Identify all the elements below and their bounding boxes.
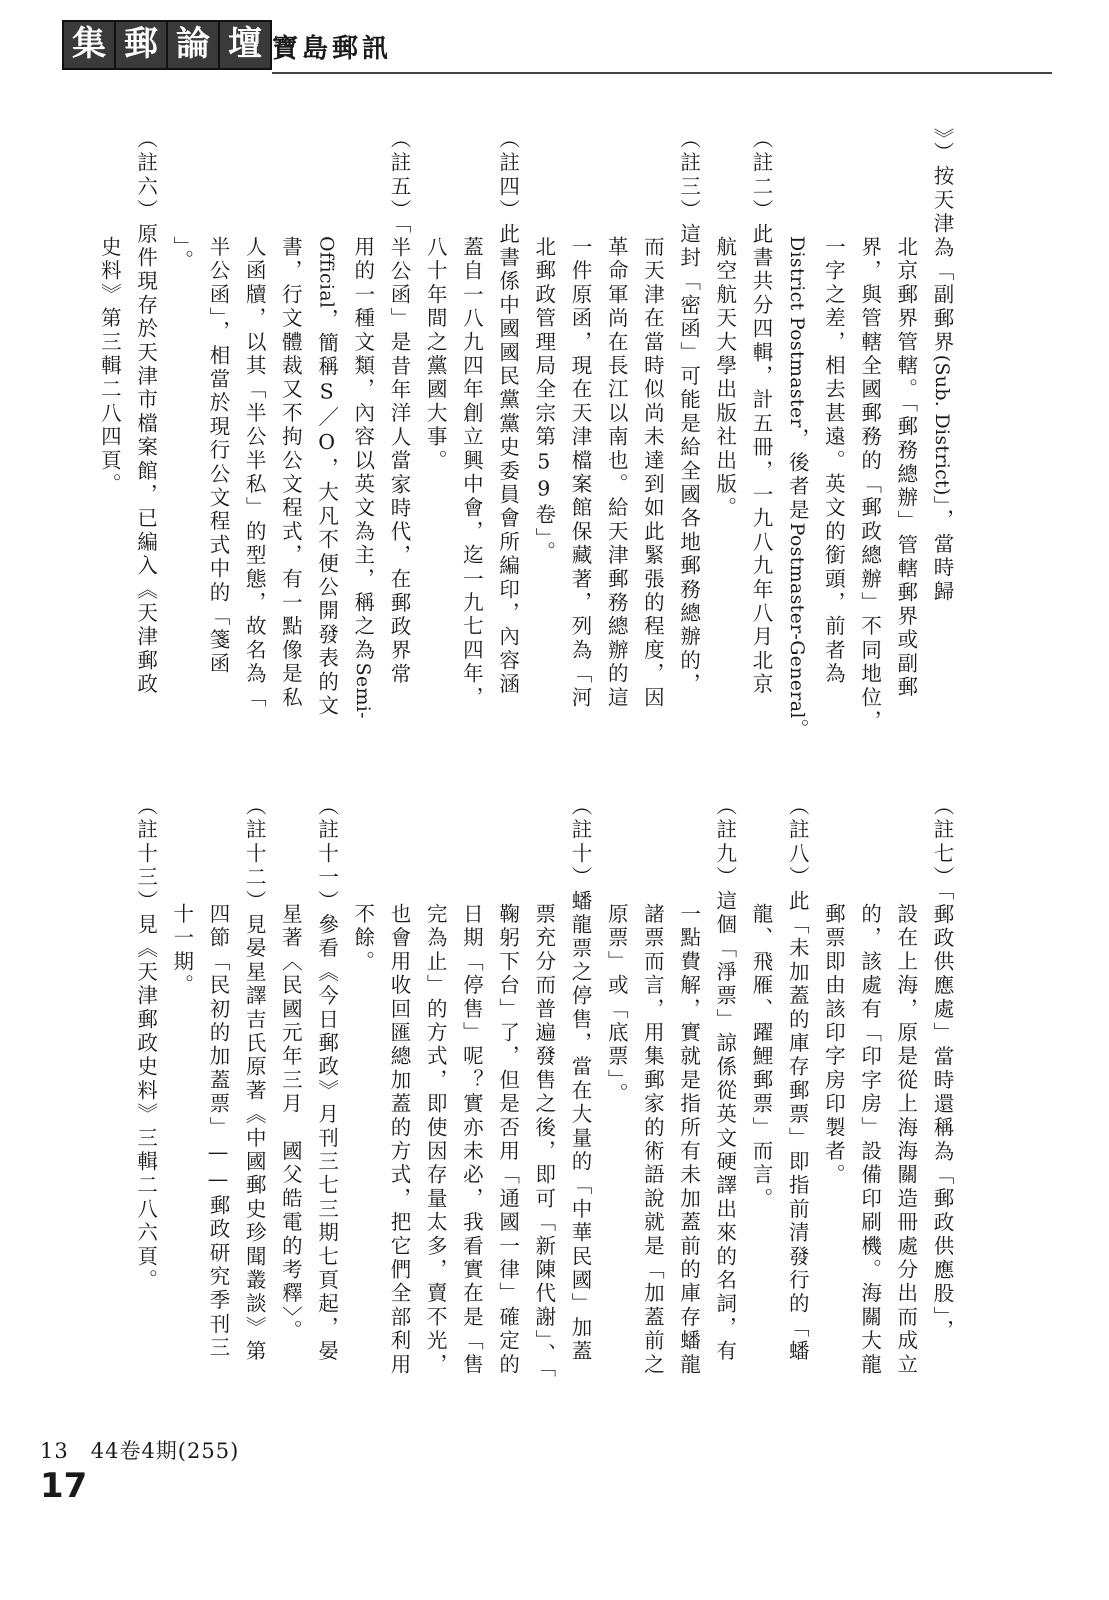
text-column: 諸票而言，用集郵家的術語說就是「加蓋前之 (640, 903, 665, 1377)
header-rule (272, 72, 1052, 74)
text-column: （註四）此書係中國國民黨黨史委員會所編印，內容涵 (495, 128, 520, 697)
text-column: 星著〈民國元年三月 國父皓電的考釋〉。 (278, 903, 303, 1344)
text-column: （註六）原件現存於天津市檔案館，已編入《天津郵政 (133, 128, 158, 697)
column-brand-char-3: 論 (166, 20, 220, 70)
text-column: 八十年間之黨國大事。 (423, 236, 448, 473)
text-column: 原票」或「底票」。 (604, 903, 629, 1107)
notes-block-top (97, 128, 960, 758)
text-column: 不餘。 (350, 903, 375, 975)
text-column: Official，簡稱S／O，大凡不便公開發表的文 (314, 236, 339, 719)
text-column: 史料》第三輯二八四頁。 (97, 236, 122, 497)
text-column: （註十三）見《天津郵政史料》三輯二八六頁。 (133, 795, 158, 1293)
text-column: （註十一）參看《今日郵政》月刊三七三期七頁起，晏 (314, 795, 339, 1364)
text-column: 鞠躬下台」了，但是否用「通國一律」確定的 (495, 903, 520, 1377)
notes-block-bottom (130, 795, 960, 1381)
column-brand-char-4: 壇 (218, 20, 272, 70)
text-column: 票充分而普遍發售之後，即可「新陳代謝」、「 (531, 903, 556, 1381)
text-column: 書，行文體裁又不拘公文程式，有一點像是私 (278, 236, 303, 710)
text-column: （註十二）見晏星譯吉氏原著《中國郵史珍聞叢談》第 (242, 795, 267, 1364)
text-column: 郵票即由該印字房印製者。 (821, 903, 846, 1188)
text-column: 》）按天津為「副郵界(Sub. District)」，當時歸 (930, 128, 954, 604)
text-column: 航空航天大學出版社出版。 (712, 236, 737, 521)
text-column: 日期「停售」呢？實亦未必，我看實在是「售 (459, 903, 484, 1377)
text-column: 北郵政管理局全宗第59卷」。 (531, 236, 556, 565)
text-column: 北京郵界管轄。「郵務總辦」管轄郵界或副郵 (893, 236, 918, 700)
text-column: 一件原函，現在天津檔案館保藏著，列為「河 (568, 236, 592, 710)
text-column: 而天津在當時似尚未達到如此緊張的程度，因 (640, 236, 665, 710)
text-column: （註二）此書共分四輯，計五冊，一九八九年八月北京 (749, 128, 773, 697)
text-column: 的，該處有「印字房」設備印刷機。海關大龍 (857, 903, 882, 1377)
text-column: 也會用收回匯總加蓋的方式，把它們全部利用 (387, 903, 411, 1377)
text-column: 龍、飛雁、躍鯉郵票」而言。 (749, 903, 773, 1212)
text-column: 人函牘，以其「半公半私」的型態，故名為「 (242, 236, 267, 710)
text-column: （註十）蟠龍票之停售，當在大量的「中華民國」加蓋 (568, 795, 592, 1364)
text-column: （註五）「半公函」是昔年洋人當家時代，在郵政界常 (387, 128, 411, 687)
issue-line: 13 44卷4期(255) (40, 1439, 240, 1463)
text-column: （註七）「郵政供應處」當時還稱為「郵政供應股」， (930, 795, 954, 1344)
text-column: （註八）此「未加蓋的庫存郵票」即指前清發行的「蟠 (785, 795, 810, 1364)
text-column: 一點費解，實就是指所有未加蓋前的庫存蟠龍 (676, 903, 701, 1377)
text-column: 設在上海，原是從上海海關造冊處分出而成立 (893, 903, 918, 1377)
column-brand-char-2: 郵 (114, 20, 168, 70)
text-column: 蓋自一八九四年創立興中會，迄一九七四年， (459, 236, 484, 710)
text-column: 完為止」的方式，即使因存量太多，賣不光， (423, 903, 448, 1377)
page-header (62, 16, 1052, 68)
publication-title: 寶島郵訊 (272, 34, 393, 64)
text-column: 四節「民初的加蓋票」——郵政研究季刊三 (206, 903, 230, 1361)
text-column: 革命軍尚在長江以南也。給天津郵務總辦的這 (604, 236, 629, 710)
text-column: District Postmaster，後者是Postmaster-General。 (785, 236, 810, 743)
text-column: 界，與管轄全國郵務的「郵政總辦」不同地位， (857, 236, 882, 734)
text-column: 」。 (169, 236, 194, 274)
text-column: 十一期。 (169, 903, 194, 998)
text-column: （註九）這個「淨票」諒係從英文硬譯出來的名詞，有 (712, 795, 737, 1364)
page-number: 17 (40, 1466, 88, 1506)
text-column: 一字之差，相去甚遠。英文的銜頭，前者為 (821, 236, 846, 687)
text-column: 用的一種文類，內容以英文為主，稱之為Semi- (350, 236, 375, 719)
column-brand-char-1: 集 (62, 20, 116, 70)
text-column: 半公函」，相當於現行公文程式中的「箋函 (206, 236, 230, 677)
text-column: （註三）這封「密函」可能是給全國各地郵務總辦的， (676, 128, 701, 697)
